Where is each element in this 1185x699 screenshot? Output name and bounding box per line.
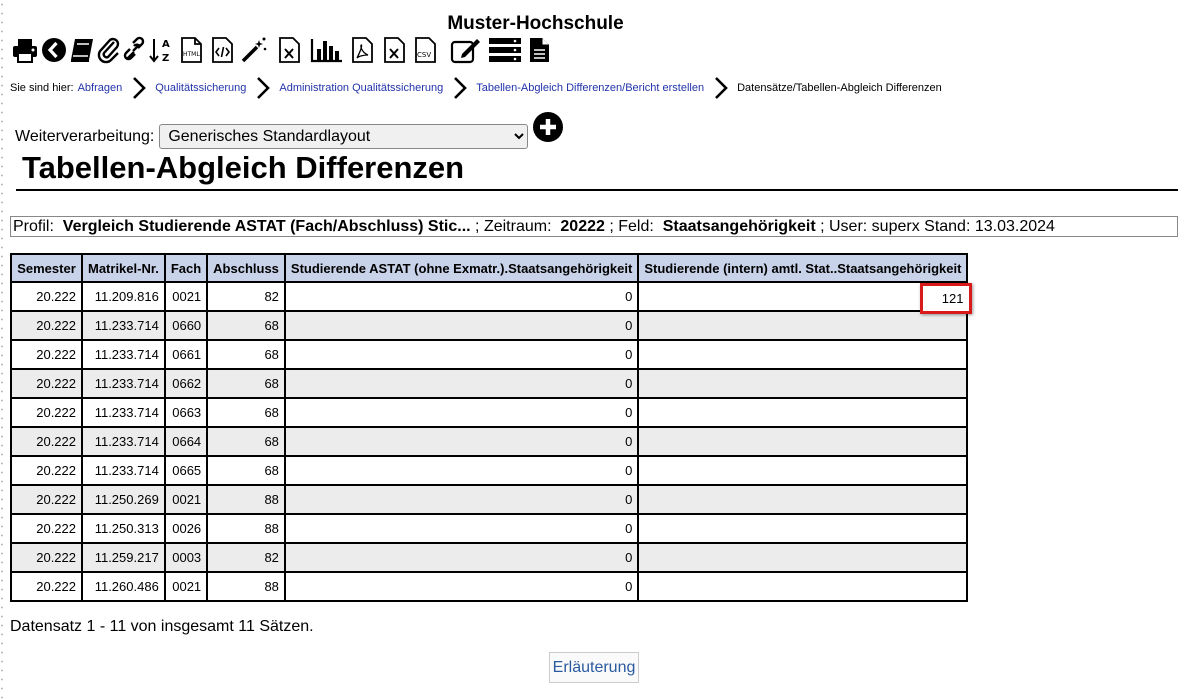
cell-matrikel: 11.250.313 [82, 514, 165, 543]
code-icon[interactable] [209, 36, 235, 64]
paperclip-icon[interactable] [96, 36, 122, 64]
cell-astat: 0 [285, 311, 638, 340]
col-abschluss[interactable]: Abschluss [207, 254, 285, 282]
page-title: Tabellen-Abgleich Differenzen [22, 150, 465, 185]
breadcrumb [10, 74, 942, 102]
table-row [11, 311, 967, 340]
cell-semester: 20.222 [11, 543, 82, 572]
cell-fach: 0662 [165, 369, 207, 398]
col-astat[interactable]: Studierende ASTAT (ohne Exmatr.).Staatsangehörigkeit [285, 254, 638, 282]
cell-matrikel: 11.233.714 [82, 427, 165, 456]
cell-matrikel: 11.209.816 [82, 282, 165, 311]
table-header-row [11, 254, 967, 282]
cell-fach: 0661 [165, 340, 207, 369]
excel-export-icon[interactable] [381, 36, 407, 64]
profile-info-bar [10, 216, 1178, 237]
table-row [11, 485, 967, 514]
cell-abschluss: 88 [207, 514, 285, 543]
cell-matrikel: 11.259.217 [82, 543, 165, 572]
erlaeuterung-button[interactable]: Erläuterung [549, 652, 639, 683]
bar-chart-icon[interactable] [310, 36, 344, 64]
cell-intern [638, 572, 967, 601]
breadcrumb-link-bericht-erstellen[interactable]: Tabellen-Abgleich Differenzen/Bericht erstellen [476, 82, 705, 94]
cell-abschluss: 68 [207, 398, 285, 427]
cell-intern [638, 456, 967, 485]
cell-matrikel: 11.233.714 [82, 369, 165, 398]
table-row [11, 514, 967, 543]
cell-astat: 0 [285, 340, 638, 369]
cell-semester: 20.222 [11, 398, 82, 427]
chevron-right-icon [253, 76, 273, 100]
user-stand-info: ; User: superx Stand: 13.03.2024 [820, 218, 1055, 235]
cell-fach: 0003 [165, 543, 207, 572]
breadcrumb-link-qualitaetssicherung[interactable]: Qualitätssicherung [155, 82, 247, 94]
svg-text:A: A [162, 39, 170, 50]
chevron-right-icon [450, 76, 470, 100]
table-row [11, 340, 967, 369]
cell-semester: 20.222 [11, 456, 82, 485]
document-icon[interactable] [528, 36, 552, 64]
pdf-icon[interactable] [349, 36, 375, 64]
cell-fach: 0026 [165, 514, 207, 543]
cell-fach: 0021 [165, 485, 207, 514]
weiterverarbeitung-label: Weiterverarbeitung: [15, 127, 155, 145]
csv-icon[interactable] [412, 36, 438, 64]
table-row [11, 282, 967, 311]
add-circle-icon[interactable] [532, 111, 564, 143]
cell-semester: 20.222 [11, 572, 82, 601]
cell-semester: 20.222 [11, 485, 82, 514]
breadcrumb-prefix: Sie sind hier: [10, 82, 74, 94]
cell-fach: 0660 [165, 311, 207, 340]
cell-matrikel: 11.233.714 [82, 311, 165, 340]
cell-intern [638, 514, 967, 543]
title-divider [16, 189, 1178, 191]
col-intern[interactable]: Studierende (intern) amtl. Stat..Staatsangehörigkeit [638, 254, 967, 282]
books-icon[interactable] [68, 36, 94, 64]
cell-semester: 20.222 [11, 514, 82, 543]
cell-fach: 0021 [165, 572, 207, 601]
svg-text:CSV: CSV [417, 51, 432, 59]
cell-astat: 0 [285, 427, 638, 456]
cell-intern [638, 398, 967, 427]
weiterverarbeitung-row [15, 124, 528, 149]
table-row [11, 543, 967, 572]
cell-intern [638, 282, 967, 311]
cell-matrikel: 11.233.714 [82, 340, 165, 369]
cell-fach: 0021 [165, 282, 207, 311]
zeitraum-value: 20222 [560, 218, 605, 235]
cell-matrikel: 11.233.714 [82, 456, 165, 485]
cell-abschluss: 68 [207, 311, 285, 340]
cell-abschluss: 88 [207, 572, 285, 601]
chevron-right-icon [711, 76, 731, 100]
table-row [11, 572, 967, 601]
sort-az-icon[interactable] [149, 36, 175, 64]
cell-intern [638, 311, 967, 340]
server-list-icon[interactable] [488, 36, 522, 64]
svg-text:Z: Z [162, 53, 170, 64]
feld-value: Staatsangehörigkeit [662, 218, 816, 235]
magic-wand-icon[interactable] [240, 36, 268, 64]
svg-text:HTML: HTML [183, 51, 200, 58]
cell-intern [638, 543, 967, 572]
back-icon[interactable] [41, 36, 67, 64]
school-title: Muster-Hochschule [447, 13, 624, 34]
cell-abschluss: 82 [207, 282, 285, 311]
table-row [11, 398, 967, 427]
cell-abschluss: 68 [207, 456, 285, 485]
breadcrumb-link-abfragen[interactable]: Abfragen [77, 82, 123, 94]
breadcrumb-current: Datensätze/Tabellen-Abgleich Differenzen [737, 82, 942, 94]
cell-semester: 20.222 [11, 427, 82, 456]
table-row [11, 369, 967, 398]
profil-label: Profil: [13, 218, 54, 235]
chevron-right-icon [129, 76, 149, 100]
cell-astat: 0 [285, 543, 638, 572]
cell-semester: 20.222 [11, 340, 82, 369]
cell-intern [638, 427, 967, 456]
edit-icon[interactable] [450, 36, 482, 64]
cell-astat: 0 [285, 456, 638, 485]
excel-icon[interactable] [276, 36, 302, 64]
cell-fach: 0664 [165, 427, 207, 456]
cell-matrikel: 11.233.714 [82, 398, 165, 427]
cell-abschluss: 68 [207, 369, 285, 398]
cell-semester: 20.222 [11, 369, 82, 398]
left-dotted-edge [0, 0, 4, 699]
cell-fach: 0663 [165, 398, 207, 427]
col-semester[interactable]: Semester [11, 254, 82, 282]
cell-fach: 0665 [165, 456, 207, 485]
profil-value: Vergleich Studierende ASTAT (Fach/Abschluss) Stic... [62, 218, 471, 235]
layout-select[interactable] [159, 124, 528, 149]
cell-astat: 0 [285, 282, 638, 311]
col-fach[interactable]: Fach [165, 254, 207, 282]
cell-intern [638, 485, 967, 514]
cell-intern [638, 369, 967, 398]
cell-astat: 0 [285, 514, 638, 543]
zeitraum-label: ; Zeitraum: [475, 218, 552, 235]
cell-astat: 0 [285, 398, 638, 427]
breadcrumb-link-administration[interactable]: Administration Qualitätssicherung [279, 82, 444, 94]
table-row [11, 456, 967, 485]
cell-abschluss: 82 [207, 543, 285, 572]
cell-semester: 20.222 [11, 282, 82, 311]
col-matrikel[interactable]: Matrikel-Nr. [82, 254, 165, 282]
record-count: Datensatz 1 - 11 von insgesamt 11 Sätzen. [10, 618, 314, 635]
cell-intern [638, 340, 967, 369]
cell-matrikel: 11.250.269 [82, 485, 165, 514]
cell-abschluss: 68 [207, 340, 285, 369]
print-icon[interactable] [11, 36, 39, 64]
link-icon[interactable] [123, 36, 149, 64]
results-table [10, 253, 968, 602]
feld-label: ; Feld: [609, 218, 654, 235]
highlighted-difference-value: 121 [920, 283, 972, 314]
cell-abschluss: 68 [207, 427, 285, 456]
table-row [11, 427, 967, 456]
cell-matrikel: 11.260.486 [82, 572, 165, 601]
html-icon[interactable] [178, 36, 204, 64]
cell-abschluss: 88 [207, 485, 285, 514]
cell-astat: 0 [285, 485, 638, 514]
cell-astat: 0 [285, 572, 638, 601]
cell-semester: 20.222 [11, 311, 82, 340]
cell-astat: 0 [285, 369, 638, 398]
